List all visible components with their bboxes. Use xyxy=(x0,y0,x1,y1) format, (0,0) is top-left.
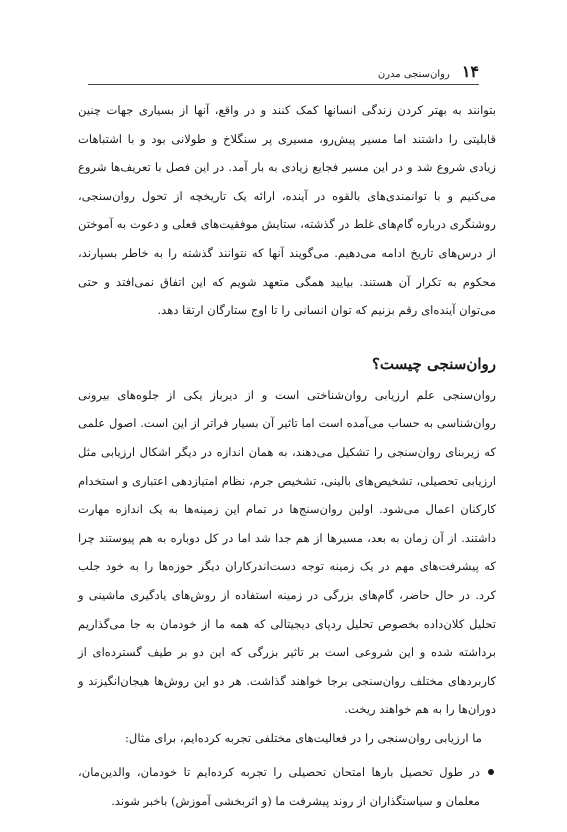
running-head xyxy=(88,62,479,80)
list-item-text: در طول تحصیل بارها امتحان تحصیلی را تجربه کرده‌ایم تا خودمان، والدین‌مان، معلمان و سیاستگذاران از روند پیشرفت ما (و اثربخشی آموزش) باخبر شوند. xyxy=(78,765,480,809)
paragraph-definition: روان‌سنجی علم ارزیابی روان‌شناختی است و از دیرباز یکی از جلوه‌های بیرونی روان‌شناسی به حساب می‌آمده است اما تاثیر آن بسیار فراتر از این است. اصول علمی که زیربنای روان‌سنجی را تشکیل می‌دهند، به همان اندازه در دیگر اشکال ارزیابی مثل ارزیابی تحصیلی، تشخیص‌های بالینی، تشخیص جرم، نظام امتیازدهی اعتباری و استخدام کارکنان اعمال می‌شود. اولین روان‌سنج‌ها در تمام این زمینه‌ها به یک اندازه مهارت داشتند. از آن زمان به بعد، مسیرها از هم جدا شد اما در کل دوباره به هم پیوستند چرا که پیشرفت‌های مهم در یک زمینه توجه دست‌اندرکاران دیگر حوزه‌ها را به خود جلب کرد. در حال حاضر، گام‌های بزرگی در زمینه استفاده از روش‌های یادگیری ماشینی و تحلیل کلان‌داده بخصوص تحلیل ردپای دیجیتالی که همه ما از خودمان به جا می‌گذاریم برداشته شده و این شروعی است بر تاثیر بزرگی که این دو بر طیف گسترده‌ای از کاربردهای مختلف روان‌سنجی برجا خواهند گذاشت. هر دو این روش‌ها هیجان‌انگیزند و دوران‌ها را به هم خواهند ریخت. xyxy=(78,387,496,717)
header-divider xyxy=(88,84,479,85)
running-head-title: روان‌سنجی مدرن xyxy=(377,69,450,80)
paragraph-examples-lead: ما ارزیابی روان‌سنجی را در فعالیت‌های مختلفی تجربه کرده‌ایم، برای مثال: xyxy=(124,730,482,745)
page-body xyxy=(78,96,496,816)
list-item xyxy=(78,758,496,815)
section-heading: روان‌سنجی چیست؟ xyxy=(371,354,496,373)
page-number: ۱۴ xyxy=(461,62,479,81)
bullet-icon xyxy=(488,769,494,775)
examples-list xyxy=(78,758,496,815)
paragraph-intro: بتوانند به بهتر کردن زندگی انسانها کمک کنند و در واقع، آنها از بسیاری جهات چنین قابلیتی را داشتند اما مسیر پیش‌رو، مسیری پر سنگلاخ و طولانی بود و با اشتباهات زیادی شروع شد و در این مسیر فجایع زیادی به بار آمد. در این فصل با تعریف‌ها شروع می‌کنیم و با توانمندی‌های بالقوه در آینده، ارائه یک تاریخچه از تحول روان‌سنجی، روشنگری درباره گام‌های غلط در گذشته، ستایش موفقیت‌های فعلی و دعوت به آموختن از درس‌های تاریخ ادامه می‌دهیم. می‌گویند آنها که نتوانند گذشته را به خاطر بسپارند، محکوم به تکرار آن هستند. بیایید همگی متعهد شویم که این اتفاق نمی‌افتد و حتی می‌توان آینده‌ای رقم بزنیم که توان انسانی را تا اوج ستارگان ارتقا دهد. xyxy=(78,103,496,318)
